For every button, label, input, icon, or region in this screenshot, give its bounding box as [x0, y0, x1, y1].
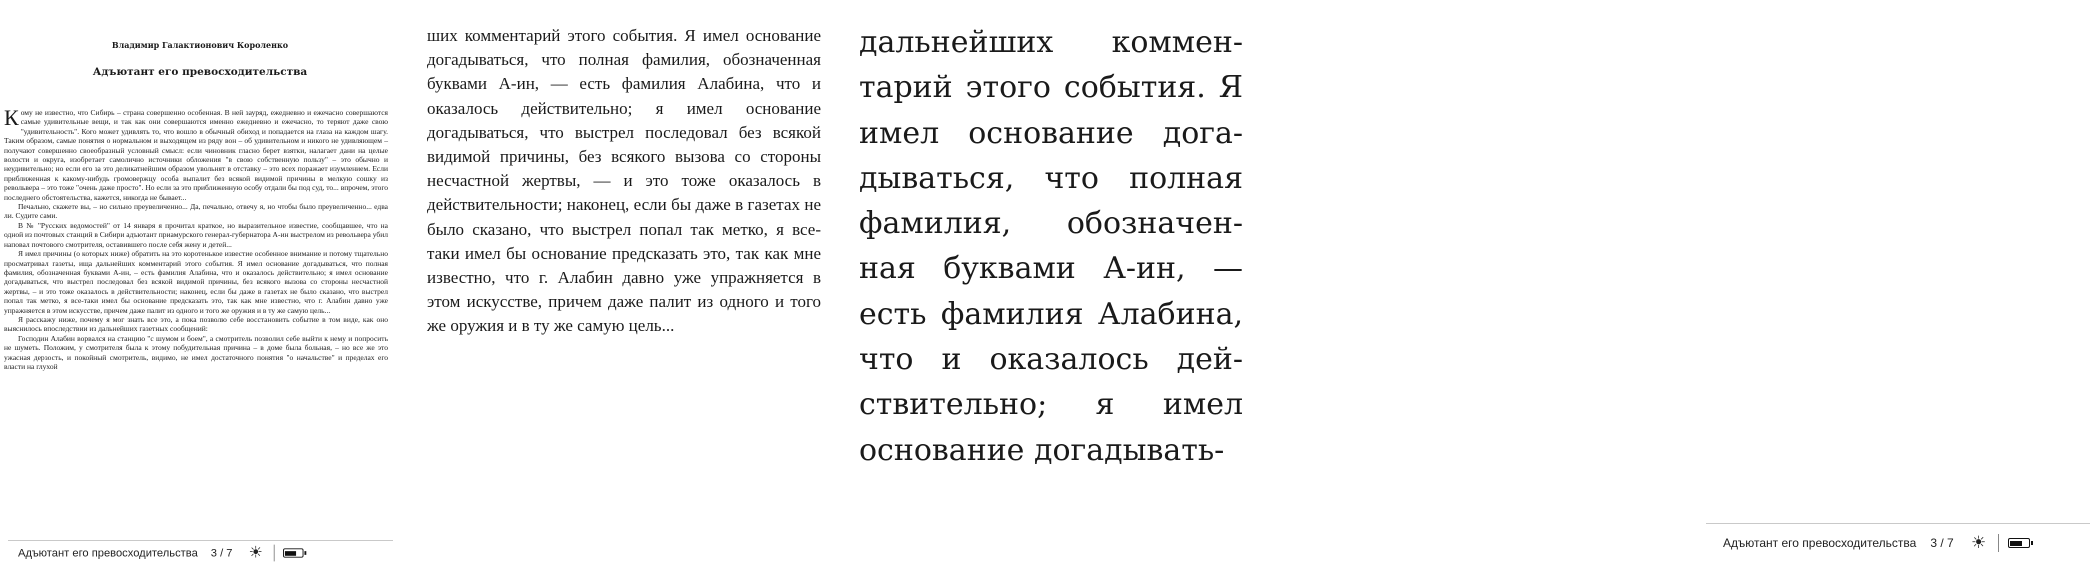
- battery-fill: [2010, 541, 2022, 546]
- paragraph: [4, 105, 388, 202]
- status-footer: [18, 543, 303, 563]
- reader-page-small-font[interactable]: [0, 0, 400, 563]
- page-text: [427, 24, 821, 339]
- reader-page-large-font[interactable]: [845, 0, 1987, 559]
- paragraph: Я расскажу ниже, почему я мог знать все это, а пока позволю себе восстановить событие в том виде, как оно выяснилось впоследствии из дальнейших газетных сообщений:: [4, 314, 388, 334]
- drop-cap: К: [4, 105, 19, 130]
- paragraph: дальнейших комментарий этого события. Я имел основание догадываться, что полная фамилия, обозначенная буквами А-ин, — есть фамилия Алабина, что и оказалось действительно; я имел основание догадывать-: [859, 25, 1243, 468]
- paragraph: Я имел причины (о которых ниже) обратить на это коротенькое известие особенное внимание и потому тщательно просматривал газеты, ища дальнейших комментарий этого события. Я имел основание догадываться, что полная фамилия, обозначенная буквами А-ин, – есть фамилия Алабина, что и оказалось действительно; я имел основание догадываться, что выстрел последовал без всякой видимой причины, без всякого вызова со стороны несчастной жертвы, – и это тоже оказалось в действительности; наконец, если бы даже в газетах не было сказано, что выстрел попал так метко, я все-таки имел бы основание предсказать это, так как мне известно, что г. Алабин давно уже упражняется в этом искусстве, причем даже палит из одного и того же оружия и в ту же самую цель...: [4, 249, 388, 315]
- status-footer: [1723, 532, 2030, 554]
- author-name: Владимир Галактионович Короленко: [111, 40, 289, 50]
- paragraph: Печально, скажете вы, – но сильно преувеличенно... Да, печально, отвечу я, но чтобы было преувеличенно... едва ли. Судите сами.: [4, 202, 388, 221]
- paragraph: Господин Алабин ворвался на станцию "с шумом и боем", а смотритель позволил себе выйти к нему и попросить не шуметь. Положим, у смотрителя была к этому побудительная причина – в доме была больная, – но все же это ужасная дерзость, и покойный смотритель, видимо, не имел достаточного понятия "о начальстве" и пределах его власти на глухой: [4, 333, 388, 371]
- paragraph-text: ому не известно, что Сибирь – страна совершенно особенная. В ней зауряд, ежедневно и ежечасно совершаются самые удивительные вещи, и так как они совершаются именно ежедневно и ежечасно, то теряют даже свою "удивительность". Кого может удивлять то, что вошло в обычный обиход и попадается на глаза на каждом шагу. Таким образом, самые понятия о нормальном и выходящем из ряду вон – об удивительном и никого не удивляющем – получают совершенно своеобразный условный смысл: если чиновник гласно берет взятки, налагает дани на целые волости и округа, изобретает самолично источники обложения "в свою собственную пользу" – это обычно и неудивительно; но если его за это деликатнейшим образом увольнят в отставку – это всех поражает изумлением. Если приближенная к какому-нибудь громовержцу особа выпалит без всякой видимой причины в мелкую сошку из револьвера – это тоже "очень даже просто". Но если за это приближенную особу отдали бы под суд, то... впрочем, этого последнего обстоятельства, кажется, никогда не бывает...: [4, 108, 388, 202]
- battery-icon: [283, 548, 303, 557]
- footer-divider: [1706, 523, 2090, 524]
- footer-separator: [1998, 534, 1999, 552]
- battery-icon: [2008, 538, 2030, 548]
- paragraph: В № "Русских ведомостей" от 14 января я прочитал краткое, но выразительное известие, сообщавшее, что на одной из почтовых станций в Сибири адъютант приамурского генерал-губернатора А-ин выстрелом из револьвера убил наповал почтового смотрителя, оставившего после себя жену и детей...: [4, 220, 388, 249]
- paragraph: ших комментарий этого события. Я имел основание догадываться, что полная фамилия, обозначенная буквами А-ин, — есть фамилия Алабина, что и оказалось действительно; я имел основание догадываться, что выстрел последовал без всякой видимой причины, без всякого вызова со стороны несчастной жертвы, — и это тоже оказалось в действительности; наконец, если бы даже в газетах не было сказано, что выстрел попал так метко, я все-таки имел бы основание предсказать это, так как мне известно, что г. Алабин давно уже упражняется в этом искусстве, причем даже палит из одного и того же оружия и в ту же самую цель...: [427, 26, 821, 336]
- page-text: [4, 105, 388, 371]
- sun-icon[interactable]: ☀: [248, 543, 263, 563]
- page-indicator[interactable]: 3 / 7: [210, 546, 233, 560]
- page-indicator[interactable]: 3 / 7: [1930, 536, 1954, 550]
- book-title: Адъютант его превосходительства: [1723, 536, 1917, 550]
- page-text: [859, 20, 1243, 473]
- reader-page-medium-font[interactable]: [417, 0, 825, 559]
- footer-divider: [8, 540, 393, 541]
- book-title: Адъютант его превосходительства: [18, 546, 198, 560]
- footer-separator: [273, 545, 274, 562]
- chapter-title: Адъютант его превосходительства: [92, 66, 308, 78]
- sun-icon[interactable]: ☀: [1971, 533, 1987, 553]
- battery-fill: [285, 551, 296, 556]
